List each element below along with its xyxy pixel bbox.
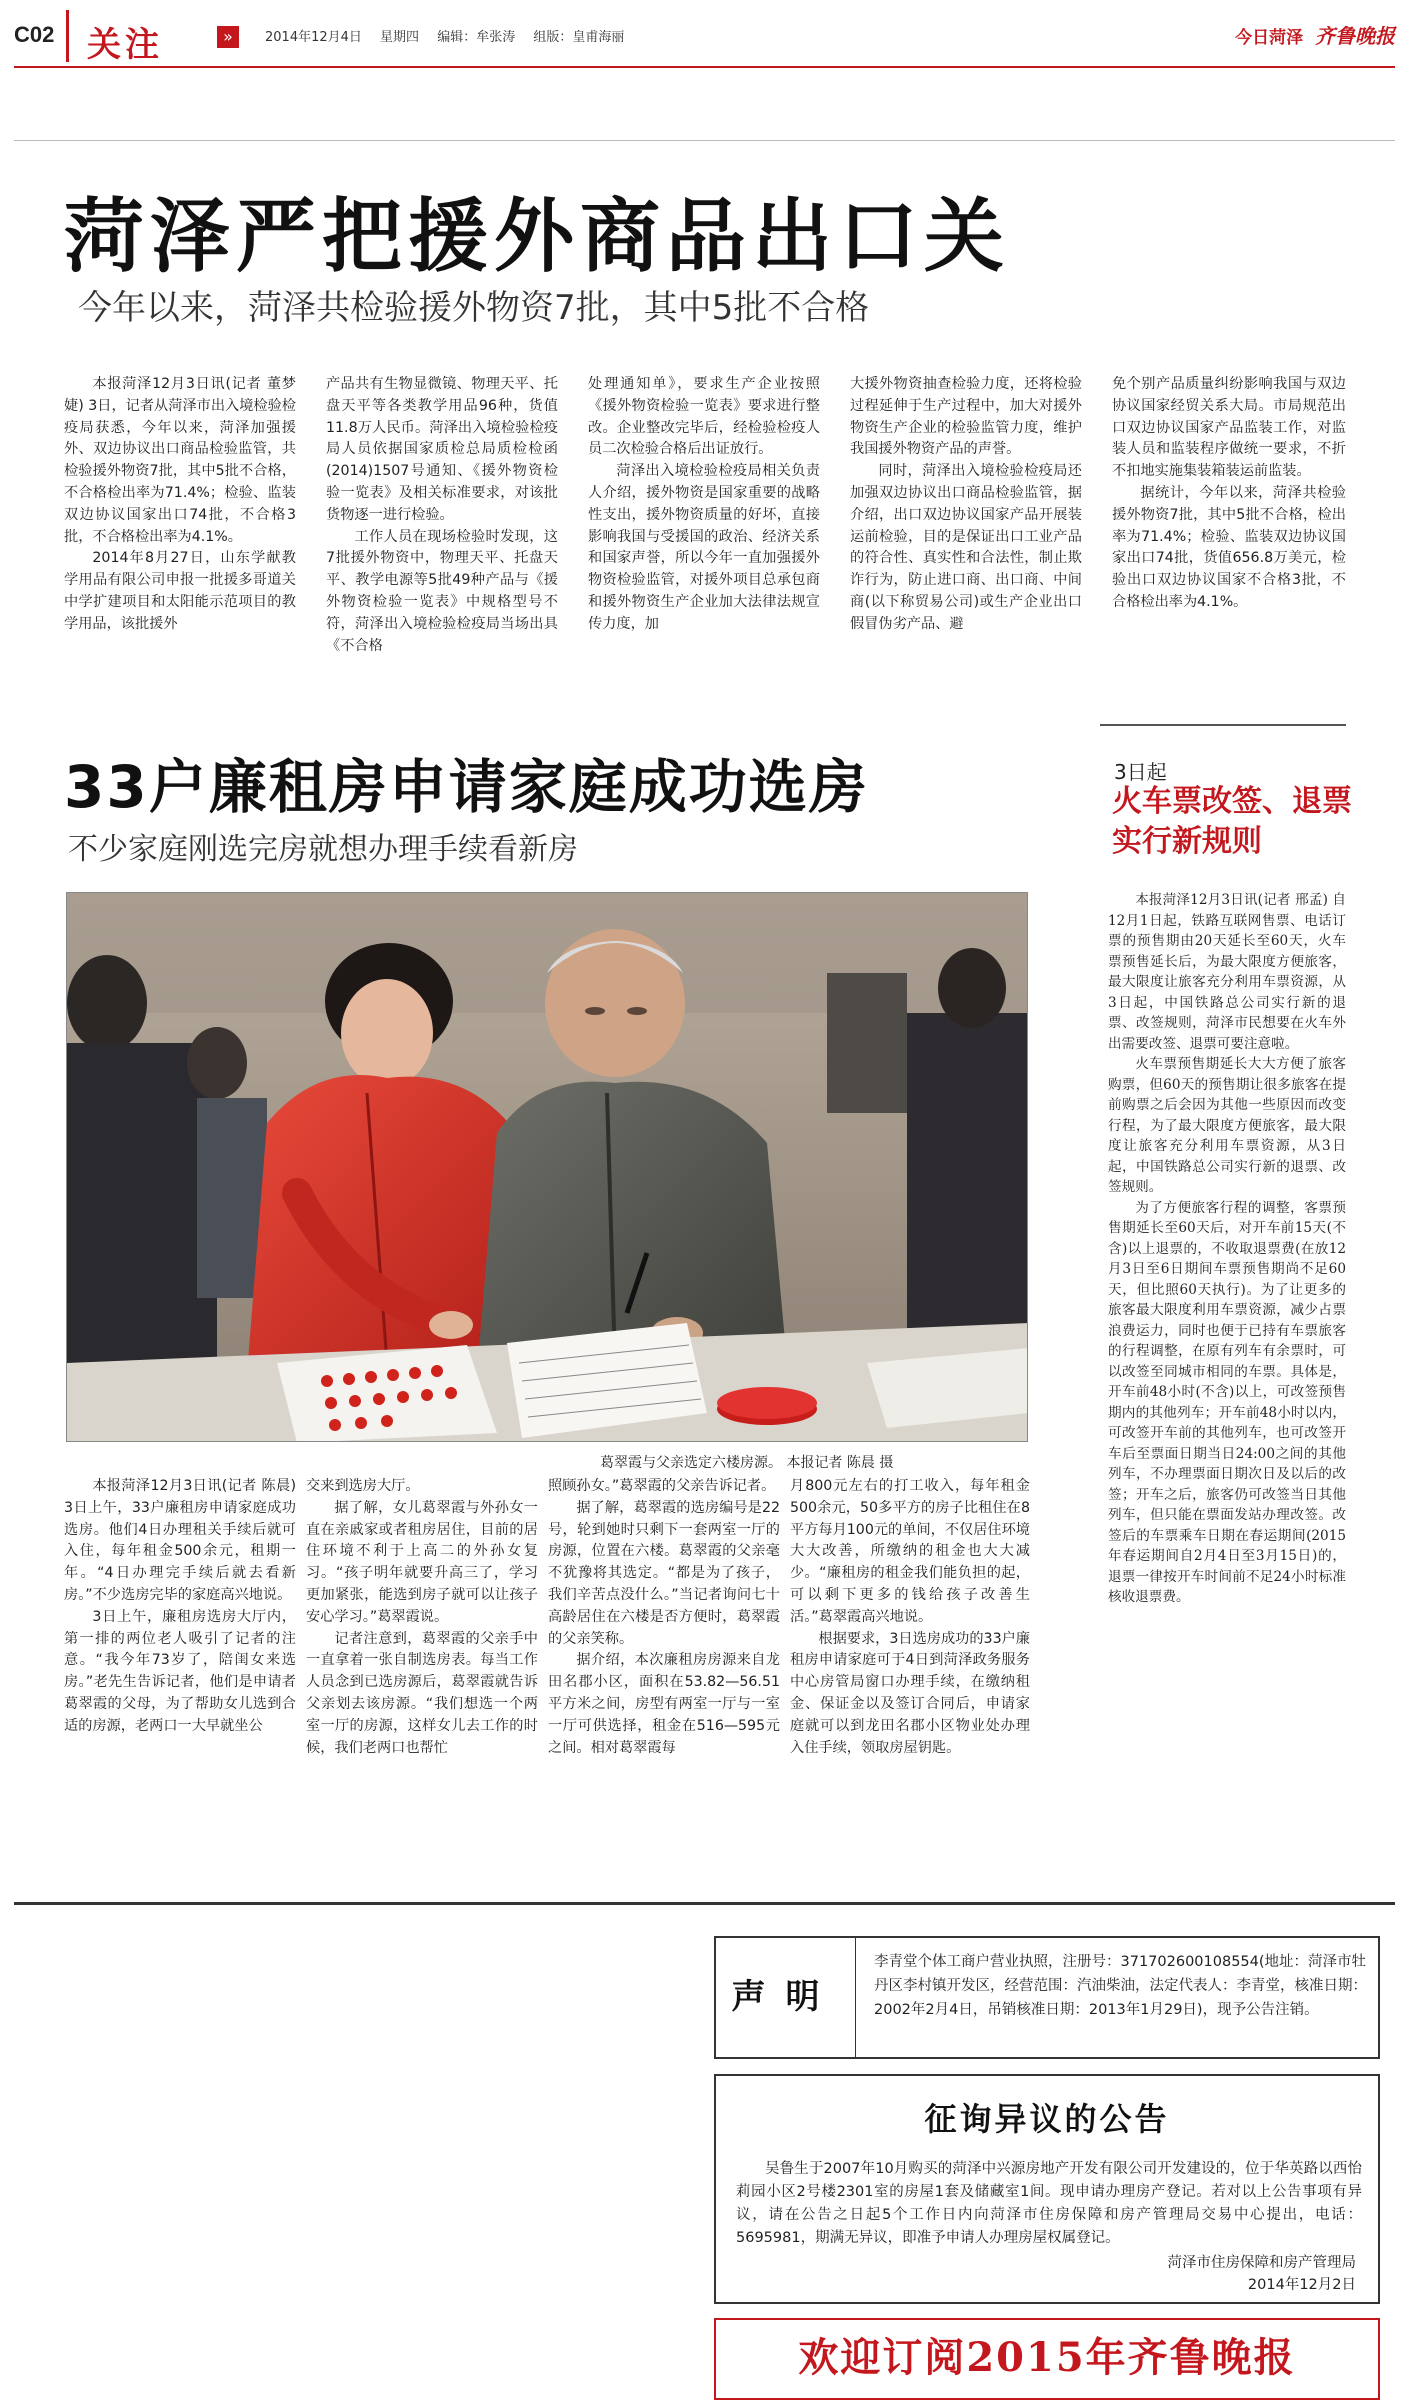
article1-subhead: 今年以来，菏泽共检验援外物资7批，其中5批不合格 bbox=[78, 288, 870, 328]
sidebar-rule bbox=[1100, 724, 1346, 726]
statement-body: 李青堂个体工商户营业执照，注册号：371702600108554(地址：菏泽市牡丹区李村镇开发区，经营范围：汽油柴油，法定代表人：李青堂，核准日期：2002年2月4日，吊销核准日期：2013年1月29日)，现予公告注销。 bbox=[874, 1954, 1367, 2018]
issue-date: 2014年12月4日 bbox=[265, 30, 362, 45]
objection-body: 吴鲁生于2007年10月购买的菏泽中兴源房地产开发有限公司开发建设的，位于华英路以西怡莉园小区2号楼2301室的房屋1套及储藏室1间。现申请办理房产登记。若对以上公告事项有异议，请在公告之日起5个工作日内向菏泽市住房保障和房产管理局交易中心提出，电话：5695981，期满无异议，即准予申请人办理房屋权属登记。 bbox=[736, 2161, 1362, 2246]
paper-brand bbox=[1235, 20, 1395, 49]
layout-credit: 组版：皇甫海丽 bbox=[533, 30, 625, 45]
article1-column-1 bbox=[64, 374, 296, 692]
sidebar-title: 火车票改签、退票实行新规则 bbox=[1112, 784, 1352, 859]
page-masthead bbox=[0, 0, 1409, 72]
article1-para: 工作人员在现场检验时发现，这7批援外物资中，物理天平、托盘天平、教学电源等5批49种产品与《援外物资检验一览表》中规格型号不符，菏泽出入境检验检疫局当场出具《不合格 bbox=[326, 528, 558, 654]
article1-para: 同时，菏泽出入境检验检疫局还加强双边协议出口商品检验监管，据介绍，出口双边协议国家产品开展装运前检验，目的是保证出口工业产品的符合性、真实性和合法性，制止欺诈行为，防止进口商、出口商、中间商(以下称贸易公司)或生产企业出口假冒伪劣产品、避 bbox=[850, 463, 1082, 632]
article2-column-2 bbox=[306, 1476, 538, 1891]
sidebar-body bbox=[1108, 890, 1346, 1880]
article1-para: 处理通知单》，要求生产企业按照《援外物资检验一览表》要求进行整改。企业整改完毕后，经检验检疫人员二次检验合格后出证放行。 bbox=[588, 376, 820, 458]
article2-para: 月800元左右的打工收入，每年租金500余元，50多平方的房子比租住在8平方每月100元的单间，不仅居住环境大大改善，所缴纳的租金也大大减少。“廉租房的租金我们能负担的起，可以剩下更多的钱给孩子改善生活。”葛翠霞高兴地说。 bbox=[790, 1478, 1030, 1625]
article1-headline: 菏泽严把援外商品出口关 bbox=[64, 190, 1010, 283]
issue-info bbox=[265, 26, 638, 45]
article1-column-5 bbox=[1112, 374, 1346, 692]
divider bbox=[14, 140, 1395, 141]
sidebar-para: 火车票预售期延长大大方便了旅客购票，但60天的预售期让很多旅客在提前购票之后会因为其他一些原因而改变行程，为了最大限度方便旅客，最大限度让旅客充分利用车票资源，从3日起，中国铁路总公司实行新的退票、改签规则。 bbox=[1108, 1056, 1346, 1195]
article1-para: 大援外物资抽查检验力度，还将检验过程延伸于生产过程中，加大对援外物资生产企业的检验监管力度，维护我国援外物资产品的声誉。 bbox=[850, 376, 1082, 458]
article1-column-4 bbox=[850, 374, 1082, 692]
article1-para: 菏泽出入境检验检疫局相关负责人介绍，援外物资是国家重要的战略性支出，援外物资质量的好坏，直接影响我国与受援国的政治、经济关系和国家声誉，所以今年一直加强援外物资检验监管，对援外项目总承包商和援外物资生产企业加大法律法规宣传力度，加 bbox=[588, 463, 820, 632]
article1-para: 2014年8月27日，山东学献教学用品有限公司申报一批援多哥道关中学扩建项目和太阳能示范项目的教学用品，该批援外 bbox=[64, 550, 296, 632]
article2-para: 照顾孙女。”葛翠霞的父亲告诉记者。 bbox=[548, 1478, 776, 1494]
article2-subhead: 不少家庭刚选完房就想办理手续看新房 bbox=[68, 832, 578, 867]
ad-title: 欢迎订阅2015年齐鲁晚报 bbox=[798, 2334, 1296, 2381]
article1-column-3 bbox=[588, 374, 820, 692]
sidebar-para: 本报菏泽12月3日讯(记者 邢孟) 自12月1日起，铁路互联网售票、电话订票的预售期由20天延长至60天，火车票预售延长后，为最大限度方便旅客，最大限度让旅客充分利用车票资源，从3日起，中国铁路总公司实行新的退票、改签规则，菏泽市民想要在火车外出需要改签、退票可要注意啦。 bbox=[1108, 892, 1346, 1052]
article1-para: 本报菏泽12月3日讯(记者 董梦婕) 3日，记者从菏泽市出入境检验检疫局获悉，今年以来，菏泽加强援外、双边协议出口商品检验监管，共检验援外物资7批，其中5批不合格，不合格检出率为71.4%；检验、监装双边协议国家出口74批，不合格3批，不合格检出率为4.1%。 bbox=[64, 376, 296, 545]
article2-column-1 bbox=[64, 1476, 296, 1891]
article2-para: 根据要求，3日选房成功的33户廉租房申请家庭可于4日到菏泽政务服务中心房管局窗口办理手续，在缴纳租金、保证金以及签订合同后，申请家庭就可以到龙田名郡小区物业处办理入住手续，领取房屋钥匙。 bbox=[790, 1630, 1030, 1756]
editor-credit: 编辑：牟张涛 bbox=[437, 30, 516, 45]
article2-para: 据介绍，本次廉租房房源来自龙田名郡小区，面积在53.82—56.51平方米之间，房型有两室一厅与一室一厅可供选择，租金在516—595元之间。相对葛翠霞每 bbox=[548, 1652, 780, 1756]
article2-column-3 bbox=[548, 1476, 780, 1891]
objection-notice bbox=[714, 2074, 1380, 2304]
objection-org: 菏泽市住房保障和房产管理局 bbox=[1167, 2255, 1356, 2271]
sidebar-para: 为了方便旅客行程的调整，客票预售期延长至60天后，对开车前15天(不含)以上退票的，不收取退票费(在放12月3日至6日期间车票预售期尚不足60天，但比照60天执行)。为了让更多的旅客最大限度利用车票资源，减少占票浪费运力，同时也便于已持有车票旅客的行程调整，在原有列车有余票时，可以改签至同城市相同的车票。具体是，开车前48小时(不含)以上，可改签预售期内的其他列车；开车前48小时以内，可改签开车前的其他列车，也可改签开车后至票面日期当日24:00之间的其他列车，不办理票面日期次日及以后的改签；开车之后，旅客仍可改签当日其他列车，但只能在票面发站办理改签。改签后的车票乘车日期在春运期间(2015年春运期间自2月4日至3月15日)的，退票一律按开车时间前不足24小时标准核收退票费。 bbox=[1108, 1199, 1346, 1605]
section-label: 关注 bbox=[87, 25, 163, 65]
issue-weekday: 星期四 bbox=[380, 30, 420, 45]
news-photo bbox=[66, 892, 1028, 1442]
article2-para: 据了解，女儿葛翠霞与外孙女一直在亲戚家或者租房居住，目前的居住环境不利于上高二的外孙女复习。“孩子明年就要升高三了，学习更加紧张，能选到房子就可以让孩子安心学习。”葛翠霞说。 bbox=[306, 1499, 538, 1625]
article2-column-4 bbox=[790, 1476, 1030, 1891]
brand-script-logo: 齐鲁晚报 bbox=[1315, 24, 1395, 48]
section-tag bbox=[66, 10, 242, 65]
article1-para: 免个别产品质量纠纷影响我国与双边协议国家经贸关系大局。市局规范出口双边协议国家产品监装工作，对监装人员和监装程序做统一要求，不折不扣地实施集装箱装运前监装。 bbox=[1112, 376, 1346, 480]
brand-name: 今日菏泽 bbox=[1235, 28, 1304, 48]
article2-para: 据了解，葛翠霞的选房编号是22号，轮到她时只剩下一套两室一厅的房源，位置在六楼。葛翠霞的父亲毫不犹豫将其选定。“都是为了孩子，我们辛苦点没什么。”当记者询问七十高龄居住在六楼是否方便时，葛翠霞的父亲笑称。 bbox=[548, 1499, 780, 1647]
subscription-ad bbox=[714, 2318, 1380, 2400]
statement-title: 声明 bbox=[716, 1938, 856, 2057]
article2-para: 3日上午，廉租房选房大厅内，第一排的两位老人吸引了记者的注意。“我今年73岁了，陪闺女来选房。”老先生告诉记者，他们是申请者葛翠霞的父母，为了帮助女儿选到合适的房源，老两口一大早就坐公 bbox=[64, 1608, 296, 1734]
objection-date: 2014年12月2日 bbox=[1247, 2277, 1356, 2293]
objection-signature bbox=[1168, 2252, 1357, 2296]
sidebar-kicker: 3日起 bbox=[1114, 760, 1167, 784]
objection-title: 征询异议的公告 bbox=[924, 2100, 1170, 2138]
statement-notice bbox=[714, 1936, 1380, 2059]
article2-para: 本报菏泽12月3日讯(记者 陈晨) 3日上午，33户廉租房申请家庭成功选房。他们4日办理租关手续后就可入住，每年租金500余元，租期一年。“4日办理完手续后就去看新房。”不少选房完毕的家庭高兴地说。 bbox=[64, 1478, 296, 1603]
photo-caption: 葛翠霞与父亲选定六楼房源。 本报记者 陈晨 摄 bbox=[600, 1455, 894, 1471]
article2-para: 记者注意到，葛翠霞的父亲手中一直拿着一张自制选房表。每当工作人员念到已选房源后，葛翠霞就告诉父亲划去该房源。“我们想选一个两室一厅的房源，这样女儿去工作的时候，我们老两口也帮忙 bbox=[306, 1630, 538, 1756]
double-chevron-icon: » bbox=[217, 26, 239, 48]
article1-para: 据统计，今年以来，菏泽共检验援外物资7批，其中5批不合格，检出率为71.4%；检验、监装双边协议国家出口74批，货值656.8万美元，检验出口双边协议国家不合格3批，不合格检出率为4.1%。 bbox=[1112, 484, 1346, 610]
article1-para: 产品共有生物显微镜、物理天平、托盘天平等各类教学用品96种，货值11.8万人民币。菏泽出入境检验检疫局人员依据国家质检总局质检检函(2014)1507号通知、《援外物资检验一览表》及相关标准要求，对该批货物逐一进行检验。 bbox=[326, 376, 558, 523]
article1-column-2 bbox=[326, 374, 558, 692]
masthead-rule bbox=[14, 66, 1395, 68]
section-divider bbox=[14, 1902, 1395, 1905]
article2-headline: 33户廉租房申请家庭成功选房 bbox=[64, 753, 869, 821]
article2-para: 交来到选房大厅。 bbox=[306, 1478, 420, 1494]
page-number: C02 bbox=[14, 22, 55, 47]
